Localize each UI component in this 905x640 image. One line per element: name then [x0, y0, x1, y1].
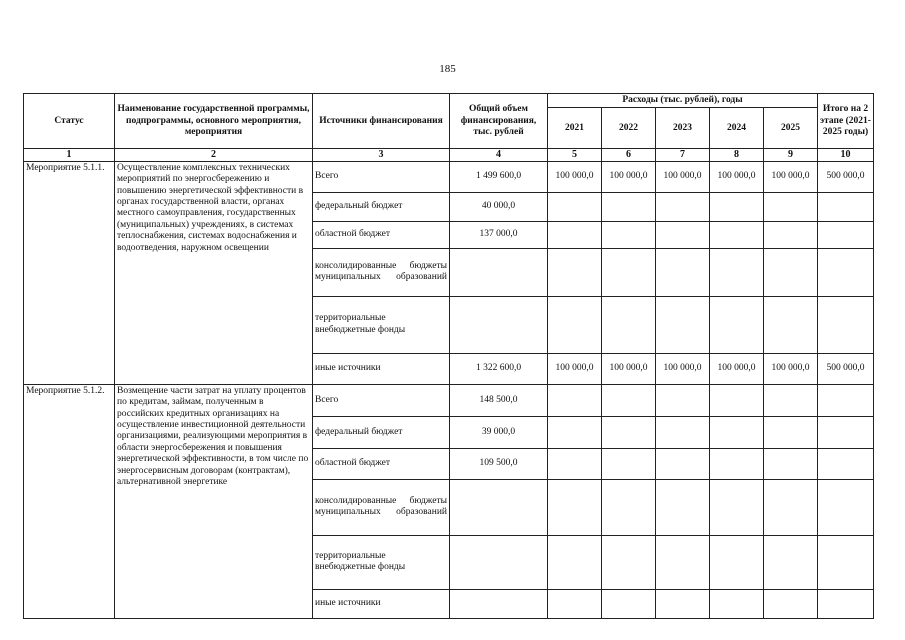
stage-total-value	[818, 416, 874, 448]
year-value	[548, 192, 602, 221]
page-number: 185	[439, 63, 456, 75]
year-value: 100 000,0	[656, 353, 710, 384]
year-value: 100 000,0	[548, 161, 602, 192]
source-territorial: территориальные внебюджетные фонды	[313, 296, 450, 353]
header-year-2023: 2023	[656, 108, 710, 149]
year-value	[710, 384, 764, 416]
year-value	[602, 479, 656, 535]
total-value	[450, 479, 548, 535]
stage-total-value	[818, 248, 874, 296]
source-total: Всего	[313, 384, 450, 416]
header-year-2024: 2024	[710, 108, 764, 149]
year-value	[548, 221, 602, 248]
year-value	[656, 221, 710, 248]
header-stage-total: Итого на 2 этапе (2021-2025 годы)	[818, 94, 874, 149]
year-value	[548, 535, 602, 589]
year-value	[764, 248, 818, 296]
source-municipal: консолидированные бюджеты муниципальных образований	[313, 479, 450, 535]
year-value	[764, 589, 818, 618]
year-value	[764, 448, 818, 479]
source-federal: федеральный бюджет	[313, 192, 450, 221]
source-territorial: территориальные внебюджетные фонды	[313, 535, 450, 589]
measure-status: Мероприятие 5.1.1.	[24, 161, 115, 384]
total-value: 40 000,0	[450, 192, 548, 221]
stage-total-value: 500 000,0	[818, 161, 874, 192]
year-value	[710, 192, 764, 221]
total-value: 148 500,0	[450, 384, 548, 416]
year-value: 100 000,0	[764, 353, 818, 384]
column-number: 8	[710, 149, 764, 161]
year-value	[548, 384, 602, 416]
stage-total-value	[818, 535, 874, 589]
total-value: 1 322 600,0	[450, 353, 548, 384]
year-value	[602, 384, 656, 416]
column-number: 9	[764, 149, 818, 161]
total-value: 109 500,0	[450, 448, 548, 479]
stage-total-value	[818, 296, 874, 353]
year-value: 100 000,0	[710, 353, 764, 384]
year-value	[548, 416, 602, 448]
total-value	[450, 296, 548, 353]
measure-name: Осуществление комплексных технических мероприятий по энергосбережению и повышению энергетической эффективности в органах государственной власти, органах местного самоуправления, государственных (муниципальных) учреждениях, в системах теплоснабжения, системах водоснабжения и водоотведения, наружном освещении	[115, 161, 313, 384]
year-value	[602, 248, 656, 296]
stage-total-value: 500 000,0	[818, 353, 874, 384]
year-value	[764, 221, 818, 248]
year-value	[548, 448, 602, 479]
year-value	[656, 296, 710, 353]
measure-name: Возмещение части затрат на уплату процентов по кредитам, займам, полученным в российских кредитных организациях на осуществление инвестиционной деятельности организациями, реализующими мероприятия в области энергосбережения и повышения энергетической эффективности, в том числе по энергосервисным договорам (контрактам), альтернативной энергетике	[115, 384, 313, 618]
stage-total-value	[818, 221, 874, 248]
source-other: иные источники	[313, 353, 450, 384]
source-regional: областной бюджет	[313, 448, 450, 479]
column-number: 7	[656, 149, 710, 161]
header-total: Общий объем финансирования, тыс. рублей	[450, 94, 548, 149]
stage-total-value	[818, 192, 874, 221]
header-name: Наименование государственной программы, подпрограммы, основного мероприятия, мероприятия	[115, 94, 313, 149]
header-year-2025: 2025	[764, 108, 818, 149]
total-value	[450, 535, 548, 589]
year-value	[710, 416, 764, 448]
year-value	[548, 248, 602, 296]
header-year-2022: 2022	[602, 108, 656, 149]
financing-table	[23, 93, 874, 619]
year-value: 100 000,0	[548, 353, 602, 384]
year-value	[764, 416, 818, 448]
stage-total-value	[818, 448, 874, 479]
year-value	[602, 589, 656, 618]
year-value	[710, 479, 764, 535]
year-value	[710, 448, 764, 479]
year-value	[710, 296, 764, 353]
table-row	[24, 384, 874, 416]
total-value: 137 000,0	[450, 221, 548, 248]
column-number: 2	[115, 149, 313, 161]
year-value	[548, 296, 602, 353]
year-value	[656, 479, 710, 535]
measure-status: Мероприятие 5.1.2.	[24, 384, 115, 618]
column-number: 1	[24, 149, 115, 161]
year-value	[656, 589, 710, 618]
header-expenses-group: Расходы (тыс. рублей), годы	[548, 94, 818, 108]
column-number: 4	[450, 149, 548, 161]
header-status: Статус	[24, 94, 115, 149]
column-number: 5	[548, 149, 602, 161]
year-value: 100 000,0	[710, 161, 764, 192]
stage-total-value	[818, 479, 874, 535]
total-value: 1 499 600,0	[450, 161, 548, 192]
year-value	[656, 248, 710, 296]
stage-total-value	[818, 384, 874, 416]
column-number: 6	[602, 149, 656, 161]
year-value: 100 000,0	[656, 161, 710, 192]
year-value	[548, 479, 602, 535]
year-value	[602, 192, 656, 221]
year-value	[764, 192, 818, 221]
source-municipal: консолидированные бюджеты муниципальных образований	[313, 248, 450, 296]
column-number: 3	[313, 149, 450, 161]
year-value	[764, 479, 818, 535]
year-value	[656, 416, 710, 448]
year-value	[710, 535, 764, 589]
total-value	[450, 589, 548, 618]
column-number: 10	[818, 149, 874, 161]
stage-total-value	[818, 589, 874, 618]
year-value	[602, 416, 656, 448]
source-federal: федеральный бюджет	[313, 416, 450, 448]
total-value: 39 000,0	[450, 416, 548, 448]
year-value	[710, 589, 764, 618]
year-value	[656, 535, 710, 589]
year-value	[764, 296, 818, 353]
year-value	[656, 384, 710, 416]
header-year-2021: 2021	[548, 108, 602, 149]
source-total: Всего	[313, 161, 450, 192]
table-row	[24, 161, 874, 192]
year-value: 100 000,0	[602, 353, 656, 384]
year-value	[656, 448, 710, 479]
source-regional: областной бюджет	[313, 221, 450, 248]
year-value	[764, 535, 818, 589]
year-value	[710, 221, 764, 248]
year-value	[764, 384, 818, 416]
total-value	[450, 248, 548, 296]
year-value	[602, 296, 656, 353]
year-value	[656, 192, 710, 221]
year-value	[710, 248, 764, 296]
column-number-row	[24, 149, 874, 161]
source-other: иные источники	[313, 589, 450, 618]
year-value: 100 000,0	[764, 161, 818, 192]
year-value	[548, 589, 602, 618]
header-sources: Источники финансирования	[313, 94, 450, 149]
year-value	[602, 448, 656, 479]
year-value	[602, 535, 656, 589]
year-value: 100 000,0	[602, 161, 656, 192]
year-value	[602, 221, 656, 248]
